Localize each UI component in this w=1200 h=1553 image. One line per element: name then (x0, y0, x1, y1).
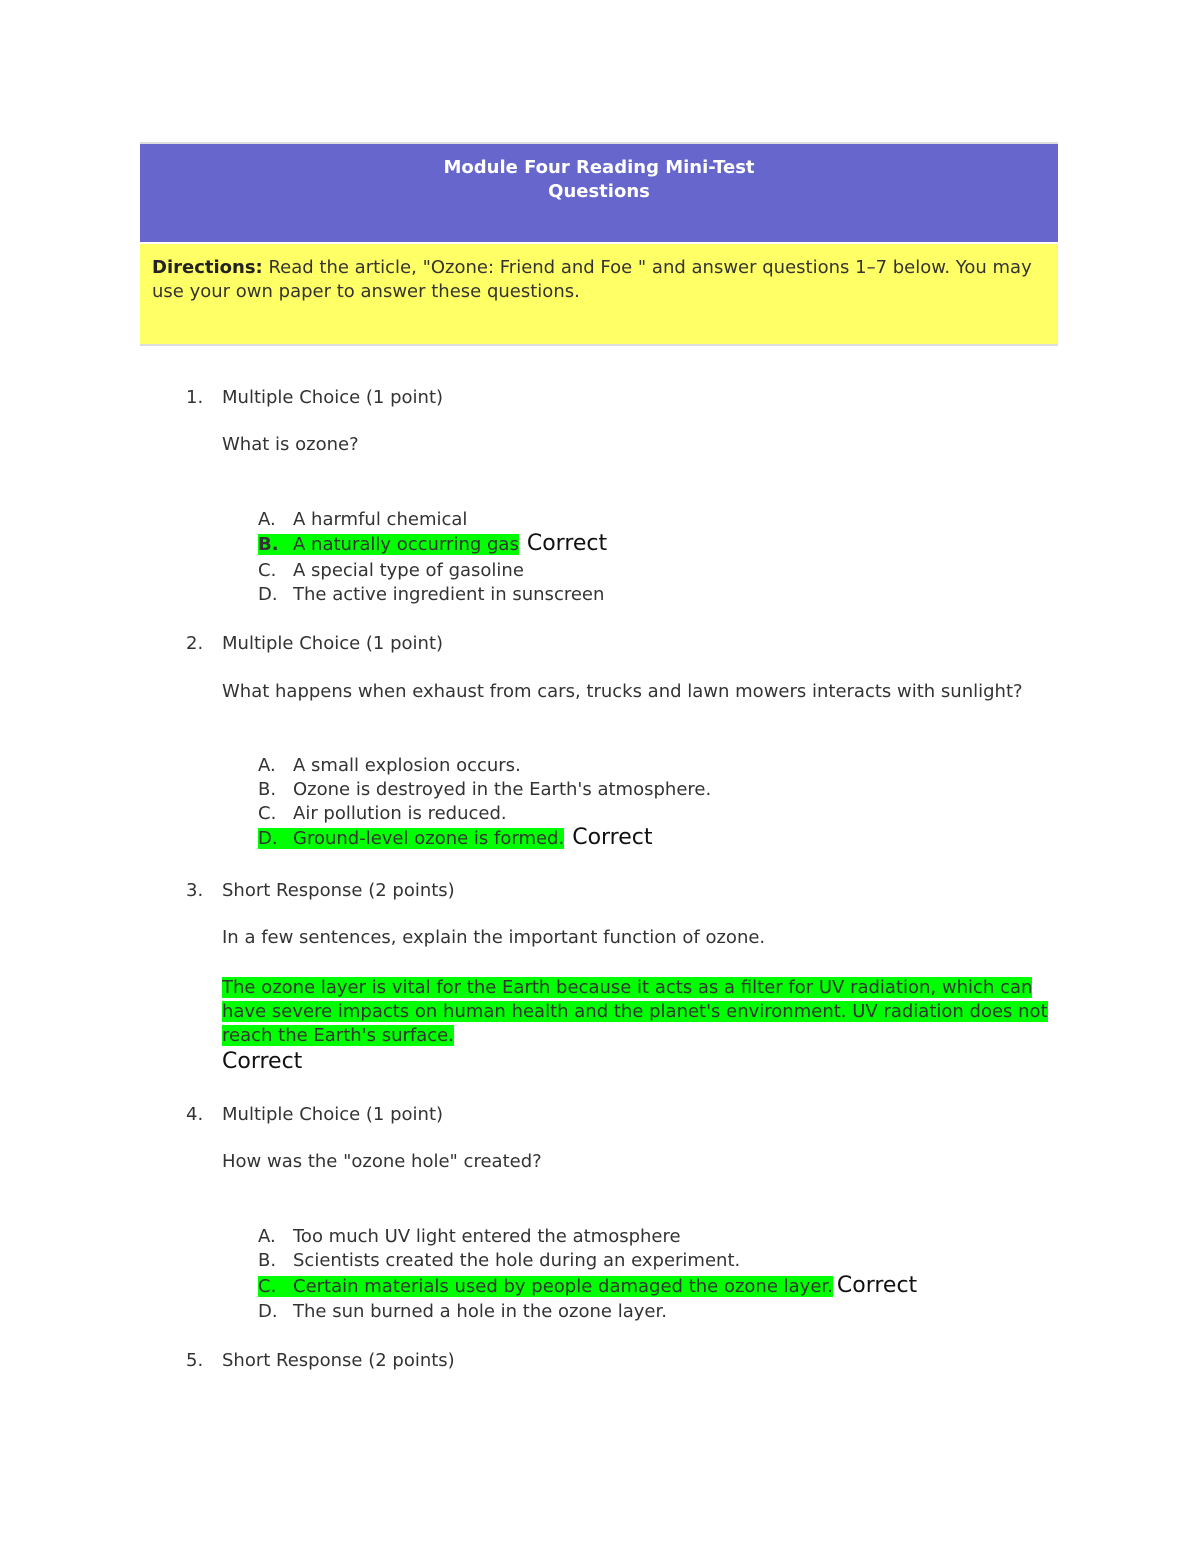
question-2-number: 2. (186, 633, 204, 654)
q2-option-a-text: A small explosion occurs. (293, 755, 521, 776)
directions-text: Read the article, "Ozone: Friend and Foe " and answer questions 1–7 below. You may use your own paper to answer these questions. (152, 257, 1032, 302)
q4-option-c-text: Certain materials used by people damaged the ozone layer. (293, 1276, 833, 1297)
q4-option-b-text: Scientists created the hole during an experiment. (293, 1250, 741, 1271)
q4-option-d-text: The sun burned a hole in the ozone layer. (293, 1301, 667, 1322)
q1-option-a-text: A harmful chemical (293, 509, 468, 530)
q4-option-c (258, 1274, 917, 1299)
question-1-number: 1. (186, 387, 204, 408)
q2-option-d-text: Ground-level ozone is formed. (293, 828, 565, 849)
title-line-2: Questions (548, 181, 650, 202)
q2-option-c (258, 802, 507, 826)
q2-option-a (258, 754, 521, 778)
test-header (140, 142, 1058, 242)
q1-option-b-letter: B. (258, 534, 279, 555)
question-1-prompt: What is ozone? (222, 434, 359, 455)
q4-option-a-letter: A. (258, 1226, 276, 1247)
q2-option-a-letter: A. (258, 755, 276, 776)
q1-option-a-letter: A. (258, 509, 276, 530)
question-3-prompt: In a few sentences, explain the important function of ozone. (222, 927, 766, 948)
question-4-type: Multiple Choice (1 point) (222, 1104, 444, 1125)
q4-option-a (258, 1225, 681, 1249)
q3-correct-mark: Correct (222, 1049, 303, 1074)
q3-answer-text: The ozone layer is vital for the Earth because it acts as a filter for UV radiation, which can have severe impacts on human health and the planet's environment. UV radiation does not reach the Earth's surface. (222, 977, 1048, 1046)
q2-option-c-text: Air pollution is reduced. (293, 803, 507, 824)
q1-option-b-text: A naturally occurring gas (293, 534, 519, 555)
q1-option-c-letter: C. (258, 560, 277, 581)
q4-option-c-letter: C. (258, 1276, 277, 1297)
q1-option-c (258, 559, 524, 583)
q1-option-b (258, 532, 607, 557)
question-5-number: 5. (186, 1350, 204, 1371)
q3-answer (222, 976, 1052, 1076)
q1-option-a (258, 508, 467, 532)
q1-option-d-text: The active ingredient in sunscreen (293, 584, 605, 605)
directions-box (140, 244, 1058, 346)
q4-correct-mark: Correct (836, 1273, 918, 1298)
question-5-type: Short Response (2 points) (222, 1350, 455, 1371)
q1-correct-mark: Correct (526, 531, 608, 556)
q2-option-b (258, 778, 711, 802)
q4-option-d (258, 1300, 667, 1324)
q4-option-a-text: Too much UV light entered the atmosphere (293, 1226, 681, 1247)
q2-option-c-letter: C. (258, 803, 277, 824)
question-1-type: Multiple Choice (1 point) (222, 387, 444, 408)
question-3-number: 3. (186, 880, 204, 901)
q2-option-d (258, 826, 653, 851)
q2-option-b-text: Ozone is destroyed in the Earth's atmosphere. (293, 779, 712, 800)
q2-correct-mark: Correct (572, 825, 653, 850)
q1-option-d (258, 583, 604, 607)
q1-option-c-text: A special type of gasoline (293, 560, 524, 581)
question-4-number: 4. (186, 1104, 204, 1125)
q2-option-b-letter: B. (258, 779, 277, 800)
title-line-1: Module Four Reading Mini-Test (443, 157, 755, 178)
q4-option-d-letter: D. (258, 1301, 278, 1322)
question-4-prompt: How was the "ozone hole" created? (222, 1151, 542, 1172)
q1-option-d-letter: D. (258, 584, 278, 605)
directions-label: Directions: (152, 257, 263, 278)
question-2-prompt: What happens when exhaust from cars, trucks and lawn mowers interacts with sunlight? (222, 681, 1023, 702)
question-3-type: Short Response (2 points) (222, 880, 455, 901)
q4-option-b (258, 1249, 740, 1273)
question-2-type: Multiple Choice (1 point) (222, 633, 444, 654)
q2-option-d-letter: D. (258, 828, 278, 849)
q4-option-b-letter: B. (258, 1250, 277, 1271)
page-title (140, 144, 1058, 204)
